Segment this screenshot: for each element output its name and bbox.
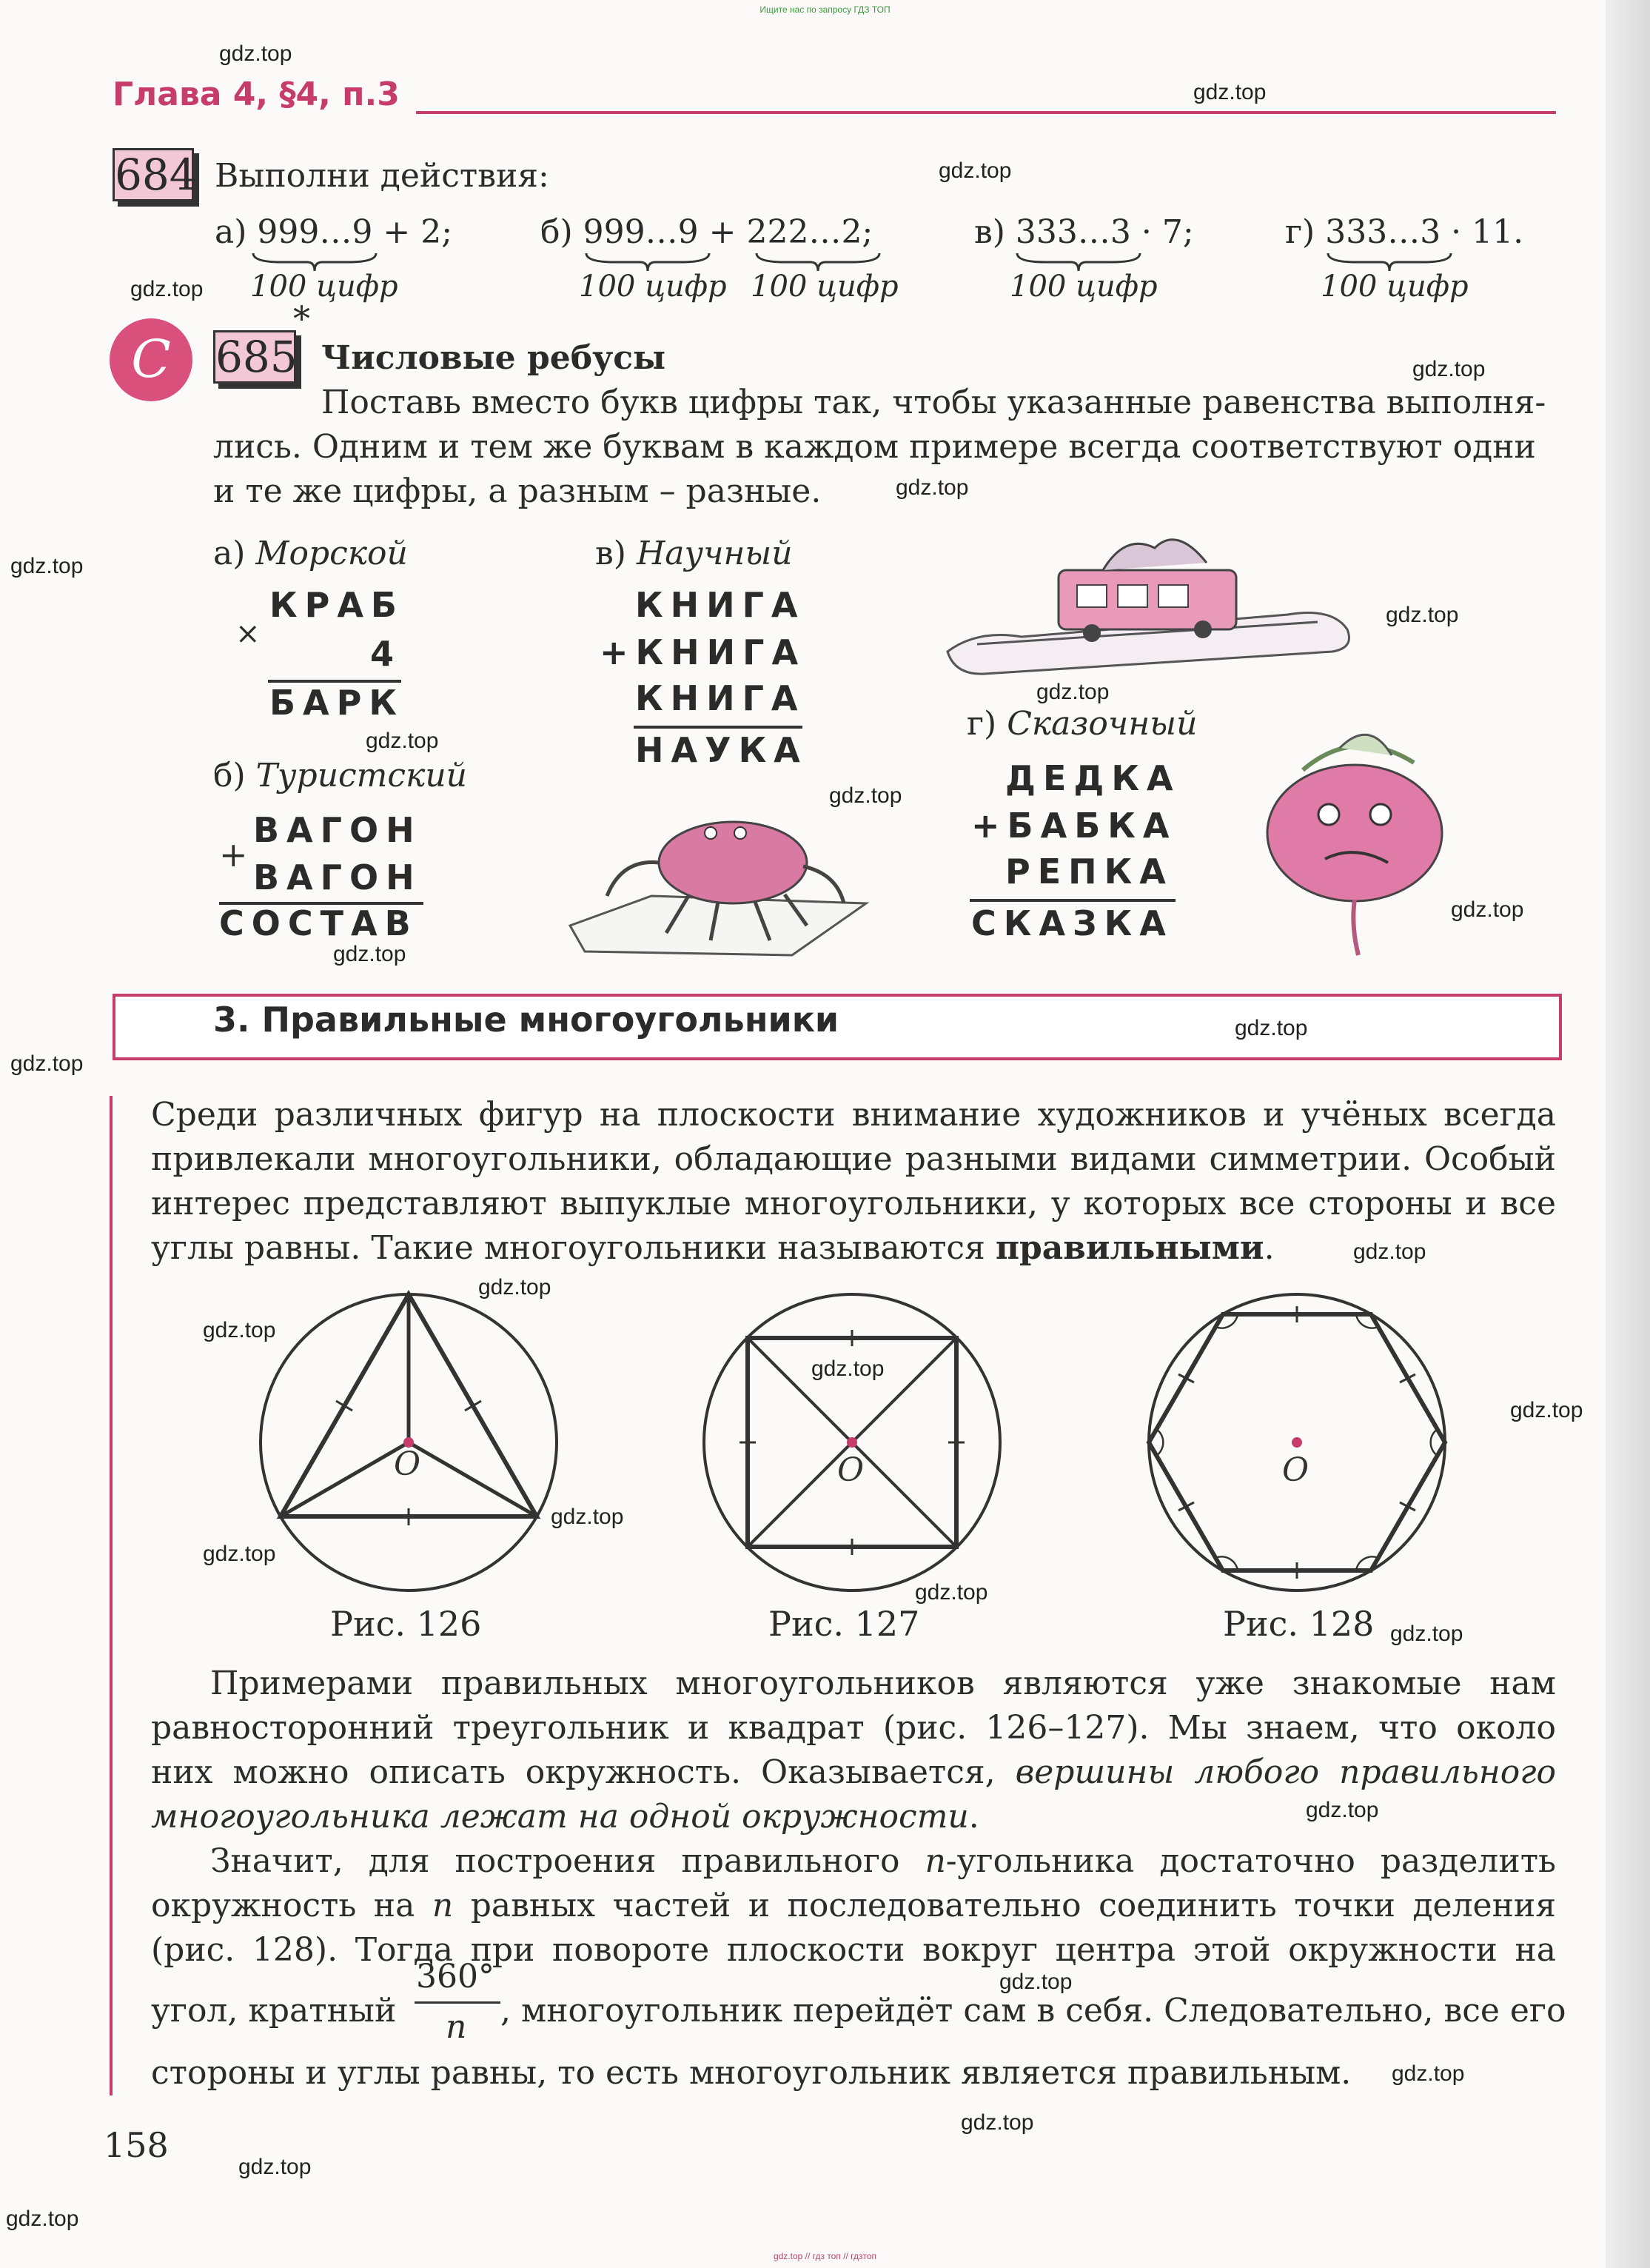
paragraph-1-line-4: углы равны. Такие многоугольники называются правильными. <box>151 1229 1275 1267</box>
watermark: gdz.top <box>333 942 406 966</box>
center-o-127: O <box>837 1451 865 1489</box>
exercise-685-title: Числовые ребусы <box>321 339 666 377</box>
exercise-685-star: * <box>293 298 310 338</box>
watermark: gdz.top <box>1036 680 1110 704</box>
watermark: gdz.top <box>551 1505 624 1529</box>
challenge-badge: С <box>110 318 192 401</box>
exercise-684-g: г) 333…3 · 11. <box>1285 213 1524 251</box>
watermark: gdz.top <box>1386 603 1459 627</box>
fraction-numerator: 360° <box>416 1958 494 1996</box>
footer-note: gdz.top // гдз топ // гдзтоп <box>773 2251 877 2261</box>
exercise-684-number: 684 <box>113 148 194 201</box>
exercise-685-line1: Поставь вместо букв цифры так, чтобы указанные равенства выполня- <box>321 384 1546 421</box>
rebus-g-heading: г) Сказочный <box>967 705 1198 743</box>
turnip-illustration <box>1258 726 1451 963</box>
watermark: gdz.top <box>219 41 292 66</box>
figure-128-hexagon <box>1144 1290 1449 1595</box>
watermark: gdz.top <box>961 2110 1034 2135</box>
rebus-b-row3: СОСТАВ <box>219 903 418 943</box>
crab-illustration <box>555 792 881 963</box>
exercise-685-number: 685 <box>213 330 296 384</box>
fraction-denominator: n <box>446 2008 467 2046</box>
paragraph-3-line-1: Значит, для построения правильного n-угольника достаточно разделить <box>210 1842 1556 1880</box>
paragraph-3-line-4a: угол, кратный <box>151 1992 397 2030</box>
margin-accent-bar <box>110 1096 113 2095</box>
rebus-a-row3: БАРК <box>269 683 404 723</box>
caption-128: Рис. 128 <box>1223 1604 1375 1644</box>
watermark: gdz.top <box>1193 80 1267 104</box>
header-note: Ищите нас по запросу ГДЗ ТОП <box>759 4 891 15</box>
paragraph-1-line-1: Среди различных фигур на плоскости внимание художников и учёных всегда <box>151 1096 1556 1134</box>
rebus-g-row4: СКАЗКА <box>971 903 1173 943</box>
rebus-g-row2: +БАБКА <box>971 806 1177 846</box>
watermark: gdz.top <box>1412 357 1486 381</box>
watermark: gdz.top <box>1353 1240 1426 1264</box>
figure-126-triangle <box>256 1290 561 1595</box>
center-o-126: O <box>394 1445 421 1483</box>
watermark: gdz.top <box>999 1970 1073 1994</box>
rebus-v-heading: в) Научный <box>595 535 793 572</box>
watermark: gdz.top <box>829 783 902 808</box>
rebus-a-heading: а) Морской <box>213 535 408 572</box>
paragraph-3-line-3: (рис. 128). Тогда при повороте плоскости вокруг центра этой окружности на <box>151 1931 1556 1969</box>
chapter-rule <box>416 111 1556 114</box>
rebus-a-row2: 4 <box>370 634 402 674</box>
exercise-685-line2: лись. Одним и тем же буквам в каждом примере всегда соответствуют одни <box>213 428 1536 466</box>
paragraph-3-line-4b: , многоугольник перейдёт сам в себя. Следовательно, все его <box>500 1992 1566 2030</box>
brace-label-684b2: 100 цифр <box>751 270 899 304</box>
brace-label-684v: 100 цифр <box>1010 270 1158 304</box>
rebus-v-rule <box>634 726 802 729</box>
section-title: 3. Правильные многоугольники <box>213 1000 839 1040</box>
rebus-b-heading: б) Туристский <box>213 757 467 795</box>
exercise-684-a: а) 999…9 + 2; <box>215 213 453 251</box>
center-o-128: O <box>1282 1451 1309 1489</box>
rebus-a-row1: КРАБ <box>269 585 404 625</box>
watermark: gdz.top <box>939 158 1012 183</box>
paragraph-3-line-5: стороны и углы равны, то есть многоугольник является правильным. <box>151 2054 1352 2092</box>
rebus-v-row3: КНИГА <box>635 678 805 718</box>
watermark: gdz.top <box>10 554 84 578</box>
watermark: gdz.top <box>366 729 439 753</box>
paragraph-2-line-2: равносторонний треугольник и квадрат (рис. 126–127). Мы знаем, что около <box>151 1709 1556 1747</box>
watermark: gdz.top <box>238 2155 312 2179</box>
rebus-v-row4: НАУКА <box>635 730 808 770</box>
page-number: 158 <box>104 2125 169 2165</box>
watermark: gdz.top <box>1451 897 1524 922</box>
watermark: gdz.top <box>203 1318 276 1342</box>
exercise-684-v: в) 333…3 · 7; <box>974 213 1194 251</box>
watermark: gdz.top <box>1390 1622 1463 1646</box>
figure-127-square <box>700 1290 1005 1595</box>
caption-126: Рис. 126 <box>330 1604 482 1644</box>
fraction-bar <box>415 2001 500 2004</box>
train-illustration <box>933 518 1362 681</box>
watermark: gdz.top <box>1510 1398 1583 1422</box>
rebus-b-row2: ВАГОН <box>253 857 422 897</box>
brace-label-684a: 100 цифр <box>250 270 398 304</box>
exercise-684-b: б) 999…9 + 222…2; <box>540 213 873 251</box>
exercise-684-prompt: Выполни действия: <box>215 157 549 195</box>
watermark: gdz.top <box>10 1051 84 1076</box>
rebus-a-operator: × <box>235 617 261 651</box>
term-regular: правильными <box>995 1229 1264 1267</box>
caption-127: Рис. 127 <box>768 1604 920 1644</box>
rebus-b-row1: ВАГОН <box>253 810 422 850</box>
paragraph-3 <box>151 1839 1556 1973</box>
paragraph-2-line-3: них можно описать окружность. Оказывается, вершины любого правильного <box>151 1753 1556 1791</box>
exercise-685-line3: и те же цифры, а разным – разные. <box>213 472 822 510</box>
watermark: gdz.top <box>478 1275 551 1299</box>
paragraph-1-line-3: интерес представляют выпуклые многоугольники, у которых все стороны и все <box>151 1185 1556 1222</box>
watermark: gdz.top <box>811 1357 885 1381</box>
watermark: gdz.top <box>203 1542 276 1566</box>
watermark: gdz.top <box>896 475 969 500</box>
paragraph-1 <box>151 1093 1556 1271</box>
rebus-v-row2: +КНИГА <box>600 632 806 672</box>
watermark: gdz.top <box>1306 1798 1379 1822</box>
brace-label-684g: 100 цифр <box>1321 270 1469 304</box>
rebus-b-operator: + <box>219 834 248 874</box>
rebus-g-row1: ДЕДКА <box>1005 758 1181 798</box>
watermark: gdz.top <box>1392 2061 1465 2086</box>
page-edge-shadow <box>1606 0 1650 2268</box>
paragraph-2-line-1: Примерами правильных многоугольников являются уже знакомые нам <box>210 1665 1556 1702</box>
chapter-heading: Глава 4, §4, п.3 <box>113 76 400 113</box>
watermark: gdz.top <box>6 2207 79 2231</box>
paragraph-3-line-2: окружность на n равных частей и последовательно соединить точки деления <box>151 1887 1556 1924</box>
watermark: gdz.top <box>130 277 204 301</box>
watermark: gdz.top <box>915 1580 988 1605</box>
brace-label-684b1: 100 цифр <box>579 270 727 304</box>
rebus-g-row3: РЕПКА <box>1005 852 1173 892</box>
rebus-g-rule <box>970 899 1176 902</box>
watermark: gdz.top <box>1235 1016 1308 1040</box>
paragraph-2-line-4: многоугольника лежат на одной окружности. <box>151 1798 979 1836</box>
paragraph-1-line-2: привлекали многоугольники, обладающие разными видами симметрии. Особый <box>151 1140 1556 1178</box>
rebus-v-row1: КНИГА <box>635 585 805 625</box>
